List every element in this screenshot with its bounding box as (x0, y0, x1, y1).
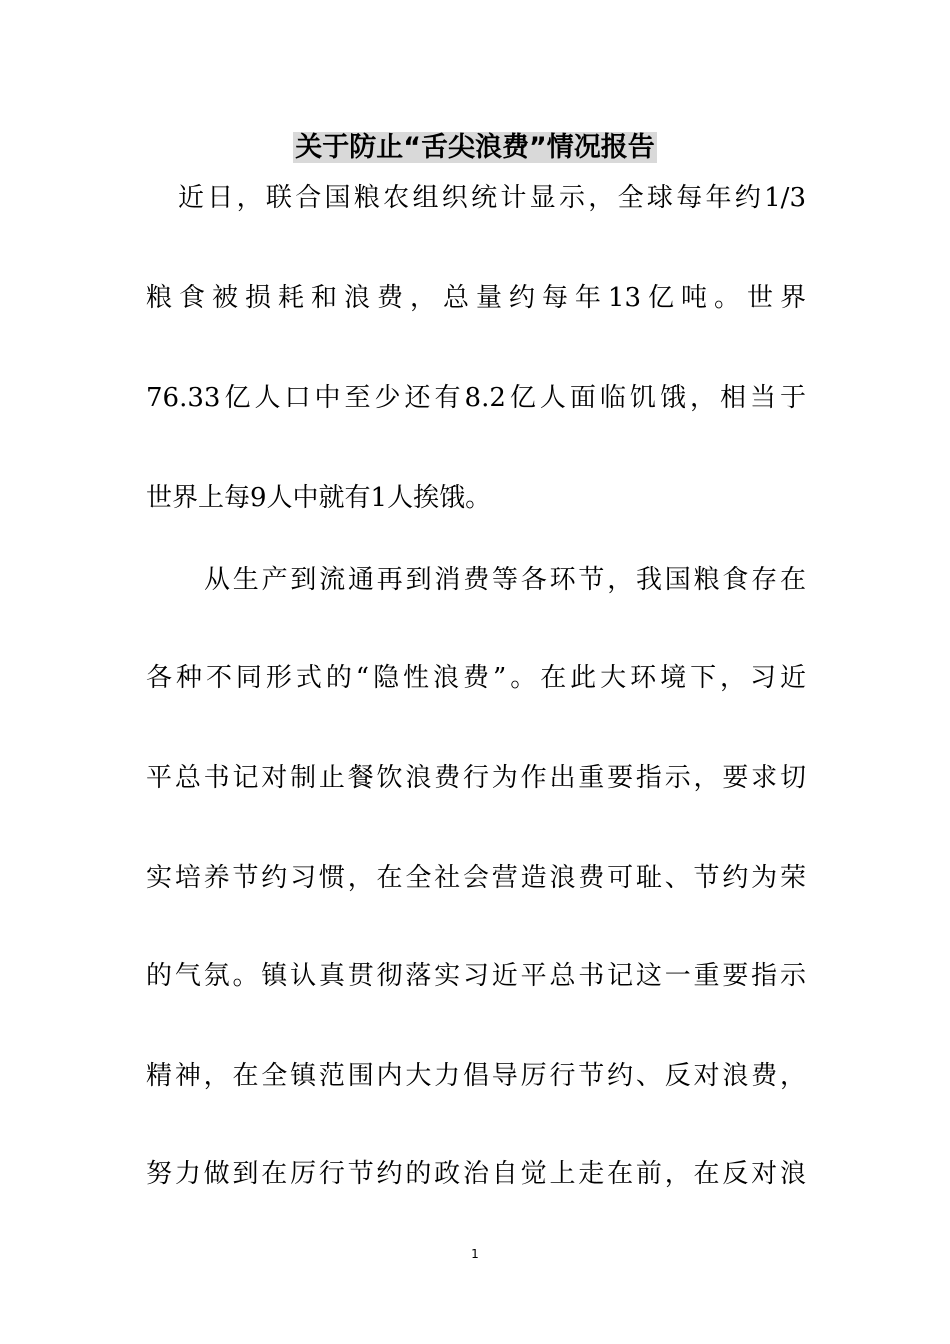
body-line-1: 近日，联合国粮农组织统计显示，全球每年约1/3 (178, 183, 806, 213)
body-line-2: 粮食被损耗和浪费，总量约每年13亿吨。世界 (146, 283, 806, 313)
body-line-4: 世界上每9人中就有1人挨饿。 (146, 483, 492, 513)
body-line-7: 平总书记对制止餐饮浪费行为作出重要指示，要求切 (146, 763, 806, 793)
body-line-10: 精神，在全镇范围内大力倡导厉行节约、反对浪费， (146, 1061, 806, 1091)
document-title (0, 128, 950, 168)
page-number: 1 (471, 1247, 479, 1261)
body-line-3: 76.33亿人口中至少还有8.2亿人面临饥饿，相当于 (146, 383, 806, 413)
body-line-9: 的气氛。镇认真贯彻落实习近平总书记这一重要指示 (146, 961, 806, 991)
body-line-8: 实培养节约习惯，在全社会营造浪费可耻、节约为荣 (146, 863, 806, 893)
body-line-11: 努力做到在厉行节约的政治自觉上走在前，在反对浪 (146, 1159, 806, 1189)
body-line-6: 各种不同形式的“隐性浪费”。在此大环境下，习近 (146, 663, 806, 693)
document-title-text: 关于防止“舌尖浪费”情况报告 (295, 132, 655, 163)
body-line-5: 从生产到流通再到消费等各环节，我国粮食存在 (204, 565, 806, 595)
